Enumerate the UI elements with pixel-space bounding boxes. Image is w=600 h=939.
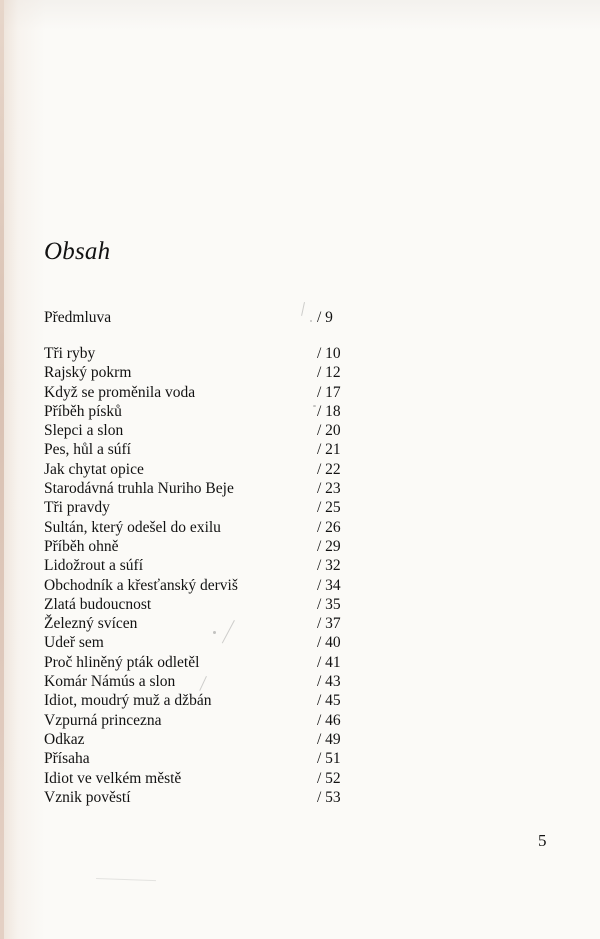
toc-entry-title: Rajský pokrm <box>44 364 132 382</box>
toc-entry <box>44 576 353 595</box>
toc-entry <box>44 421 353 440</box>
toc-entry-title: Lidožrout a súfí <box>44 557 144 575</box>
toc-entry-page: / 12 <box>317 364 341 382</box>
toc-entry-page: / 23 <box>317 480 341 498</box>
paper-speck <box>213 631 216 634</box>
toc-entry-title: Pes, hůl a súfí <box>44 441 131 459</box>
toc-entry-page: / 34 <box>317 576 341 594</box>
toc-entry-page: / 25 <box>317 499 341 517</box>
toc-entry <box>44 402 353 421</box>
toc-entry-page: / 37 <box>317 615 341 633</box>
toc-entry <box>44 691 353 710</box>
toc-entry-page: / 51 <box>317 750 341 768</box>
toc-entry <box>44 556 353 575</box>
toc-entry-title: Tři pravdy <box>44 499 110 517</box>
toc-entry-title: Komár Námús a slon <box>44 673 176 691</box>
toc-entry-title: Železný svícen <box>44 615 138 633</box>
page-number: 5 <box>538 831 547 850</box>
toc-entry-page: / 40 <box>317 634 341 652</box>
contents-heading: Obsah <box>44 238 111 265</box>
toc-entry-title: Jak chytat opice <box>44 460 144 478</box>
toc-entry-preface <box>44 309 353 327</box>
toc-entry-title: Idiot ve velkém městě <box>44 769 182 787</box>
toc-entry-title: Idiot, moudrý muž a džbán <box>44 692 212 710</box>
toc-entry-title: Tři ryby <box>44 345 96 362</box>
toc-entry-page: / 17 <box>317 383 341 401</box>
toc-entry-title: Předmluva <box>44 309 112 326</box>
toc-entry-title: Když se proměnila voda <box>44 383 196 401</box>
toc-entry <box>44 749 353 768</box>
toc-entry-title: Obchodník a křesťanský derviš <box>44 576 238 594</box>
toc-entry <box>44 498 353 517</box>
toc-entry-page: / 29 <box>317 537 341 555</box>
toc-entry-title: Proč hliněný pták odletěl <box>44 653 200 671</box>
toc-entry-page: / 41 <box>317 653 341 671</box>
toc-entry-title: Udeř sem <box>44 634 104 652</box>
toc-entry-title: Přísaha <box>44 750 90 768</box>
toc-entry-page: / 32 <box>317 557 341 575</box>
toc-entry <box>44 479 353 498</box>
toc-entry-page: / 45 <box>317 692 341 710</box>
toc-entry-title: Starodávná truhla Nuriho Beje <box>44 480 234 498</box>
toc-entry-page: / 21 <box>317 441 341 459</box>
toc-entry-page: / 46 <box>317 711 341 729</box>
toc-entry-page: / 18 <box>317 402 341 420</box>
toc-entry-page: / 22 <box>317 460 341 478</box>
toc-entry <box>44 537 353 556</box>
toc-entry <box>44 363 353 382</box>
toc-entry <box>44 460 353 479</box>
toc-entry <box>44 595 353 614</box>
toc-entry-page: / 53 <box>317 788 341 806</box>
toc-entry <box>44 672 353 691</box>
toc-entry <box>44 518 353 537</box>
toc-entry <box>44 383 353 402</box>
toc-entry-page: / 35 <box>317 595 341 613</box>
page-edge-shadow <box>0 0 4 939</box>
toc-entry <box>44 769 353 788</box>
toc-entry-title: Slepci a slon <box>44 422 124 440</box>
toc-entry <box>44 614 353 633</box>
toc-entry-page: / 43 <box>317 673 341 691</box>
paper-speck <box>310 320 312 322</box>
toc-entry <box>44 730 353 749</box>
toc-entry-title: Odkaz <box>44 730 85 748</box>
toc-entry <box>44 788 353 807</box>
toc-entry-page: / 20 <box>317 422 341 440</box>
toc-entry-title: Příběh písků <box>44 402 122 420</box>
paper-speck <box>313 405 316 407</box>
toc-entry <box>44 633 353 652</box>
toc-entry-page: / 52 <box>317 769 341 787</box>
toc-entry <box>44 653 353 672</box>
toc-entry <box>44 440 353 459</box>
toc-entry-title: Vznik pověstí <box>44 788 131 806</box>
table-of-contents <box>44 344 353 807</box>
toc-entry-title: Sultán, který odešel do exilu <box>44 518 221 536</box>
toc-entry-page: / 9 <box>317 309 333 326</box>
toc-entry <box>44 344 353 363</box>
toc-entry <box>44 711 353 730</box>
paper-mark <box>96 878 156 881</box>
toc-entry-page: / 49 <box>317 730 341 748</box>
toc-entry-title: Příběh ohně <box>44 537 119 555</box>
toc-entry-page: / 26 <box>317 518 341 536</box>
toc-entry-title: Vzpurná princezna <box>44 711 162 729</box>
toc-entry-title: Zlatá budoucnost <box>44 595 152 613</box>
toc-entry-page: / 10 <box>317 345 341 362</box>
